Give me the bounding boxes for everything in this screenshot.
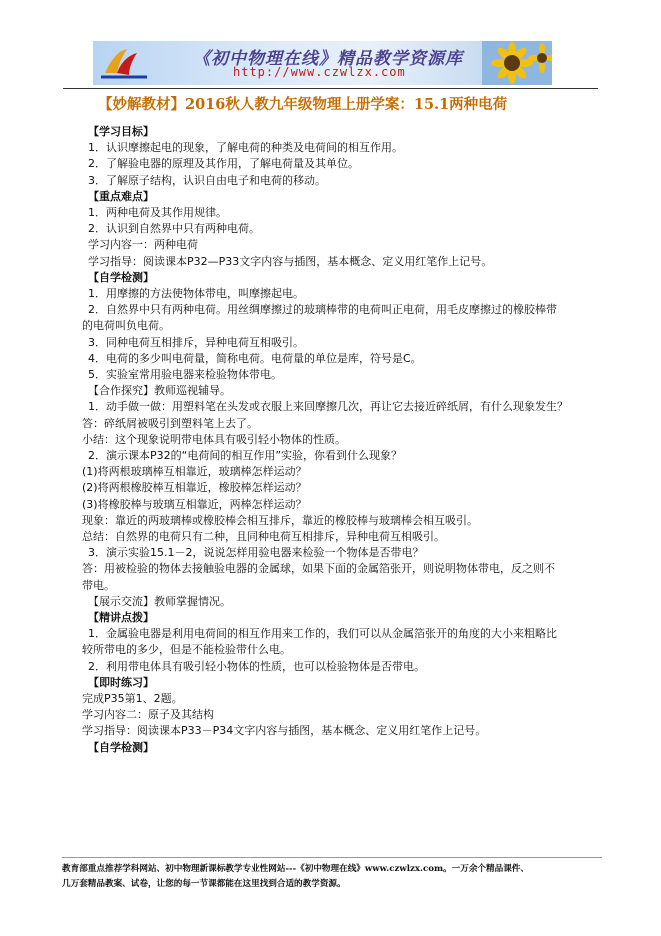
- body-line: 【展示交流】教师掌握情况。: [88, 594, 231, 608]
- body-line: 2．自然界中只有两种电荷。用丝绸摩擦过的玻璃棒带的电荷叫正电荷，用毛皮摩擦过的橡胶棒带: [88, 303, 557, 317]
- body-line: 1．动手做一做：用塑料笔在头发或衣服上来回摩擦几次，再让它去接近碎纸屑，有什么现象发生？: [88, 400, 568, 414]
- body-line: 较所带电的多少，但是不能检验带什么电。: [82, 643, 291, 657]
- section-heading: 【即时练习】: [88, 675, 154, 689]
- section-heading: 【自学检测】: [88, 740, 154, 754]
- body-line: 学习指导：阅读课本P33－P34文字内容与插图，基本概念、定义用红笔作上记号。: [82, 724, 487, 738]
- document-title: 【妙解教材】2016秋人教九年级物理上册学案：15.1两种电荷: [98, 96, 508, 113]
- footer-line-1: 教育部重点推荐学科网站、初中物理新课标教学专业性网站---《初中物理在线》www.czwlzx.com。一万余个精品课件、: [62, 864, 529, 874]
- body-line: 答：用被检验的物体去接触验电器的金属球，如果下面的金属箔张开，则说明物体带电，反之则不: [82, 562, 555, 576]
- body-line: 3．同种电荷互相排斥，异种电荷互相吸引。: [88, 335, 304, 349]
- body-line: 学习内容二：原子及其结构: [82, 708, 214, 722]
- section-heading: 【精讲点拨】: [88, 611, 154, 624]
- banner-title: 《初中物理在线》精品教学资源库: [193, 49, 463, 69]
- footer-rule: [62, 857, 602, 858]
- body-line: 2．认识到自然界中只有两种电荷。: [88, 222, 260, 236]
- section-heading: 【学习目标】: [88, 125, 154, 138]
- body-line: 2．了解验电器的原理及其作用，了解电荷量及其单位。: [88, 157, 359, 171]
- body-line: (1)将两根玻璃棒互相靠近，玻璃棒怎样运动？: [82, 465, 307, 479]
- body-line: 现象：靠近的两玻璃棒或橡胶棒会相互排斥，靠近的橡胶棒与玻璃棒会相互吸引。: [82, 513, 478, 527]
- footer-line-2: 几万套精品教案、试卷，让您的每一节课都能在这里找到合适的教学资源。: [62, 879, 346, 889]
- banner-url[interactable]: http://www.czwlzx.com: [233, 65, 406, 79]
- body-line: 2．利用带电体具有吸引轻小物体的性质，也可以检验物体是否带电。: [88, 659, 425, 673]
- body-line: 总结：自然界的电荷只有二种，且同种电荷互相排斥，异种电荷互相吸引。: [82, 530, 445, 543]
- body-line: 学习指导：阅读课本P32—P33文字内容与插图，基本概念、定义用红笔作上记号。: [88, 254, 493, 268]
- body-line: 1．两种电荷及其作用规律。: [88, 206, 227, 219]
- body-line: 小结：这个现象说明带电体具有吸引轻小物体的性质。: [82, 432, 346, 446]
- body-line: 5．实验室常用验电器来检验物体带电。: [88, 368, 282, 381]
- body-line: 【合作探究】教师巡视辅导。: [88, 384, 231, 398]
- body-line: 学习内容一：两种电荷: [88, 238, 198, 252]
- body-line: 完成P35第1、2题。: [82, 692, 183, 705]
- header-banner: [93, 41, 552, 85]
- body-line: 1．认识摩擦起电的现象，了解电荷的种类及电荷间的相互作用。: [88, 141, 403, 155]
- body-line: 4．电荷的多少叫电荷量，简称电荷。电荷量的单位是库，符号是C。: [88, 351, 422, 365]
- body-line: (2)将两根橡胶棒互相靠近，橡胶棒怎样运动？: [82, 481, 307, 495]
- site-logo: [97, 43, 153, 83]
- body-line: 的电荷叫负电荷。: [82, 319, 170, 333]
- body-line: 2．演示课本P32的“电荷间的相互作用”实验，你看到什么现象？: [88, 449, 403, 462]
- body-line: 带电。: [82, 578, 115, 592]
- body-line: 1．金属验电器是利用电荷间的相互作用来工作的，我们可以从金属箔张开的角度的大小来粗略比: [88, 627, 557, 641]
- footer: [62, 862, 602, 892]
- body-line: 3．了解原子结构，认识自由电子和电荷的移动。: [88, 173, 326, 187]
- header-rule: [63, 88, 598, 89]
- sunflower-image: [482, 41, 552, 85]
- body-line: (3)将橡胶棒与玻璃互相靠近，两棒怎样运动？: [82, 497, 307, 511]
- body-line: 3．演示实验15.1－2，说说怎样用验电器来检验一个物体是否带电？: [88, 546, 424, 560]
- section-heading: 【重点难点】: [88, 189, 154, 203]
- section-heading: 【自学检测】: [88, 270, 154, 284]
- body-line: 答：碎纸屑被吸引到塑料笔上去了。: [82, 416, 258, 430]
- body-line: 1．用摩擦的方法使物体带电，叫摩擦起电。: [88, 287, 304, 300]
